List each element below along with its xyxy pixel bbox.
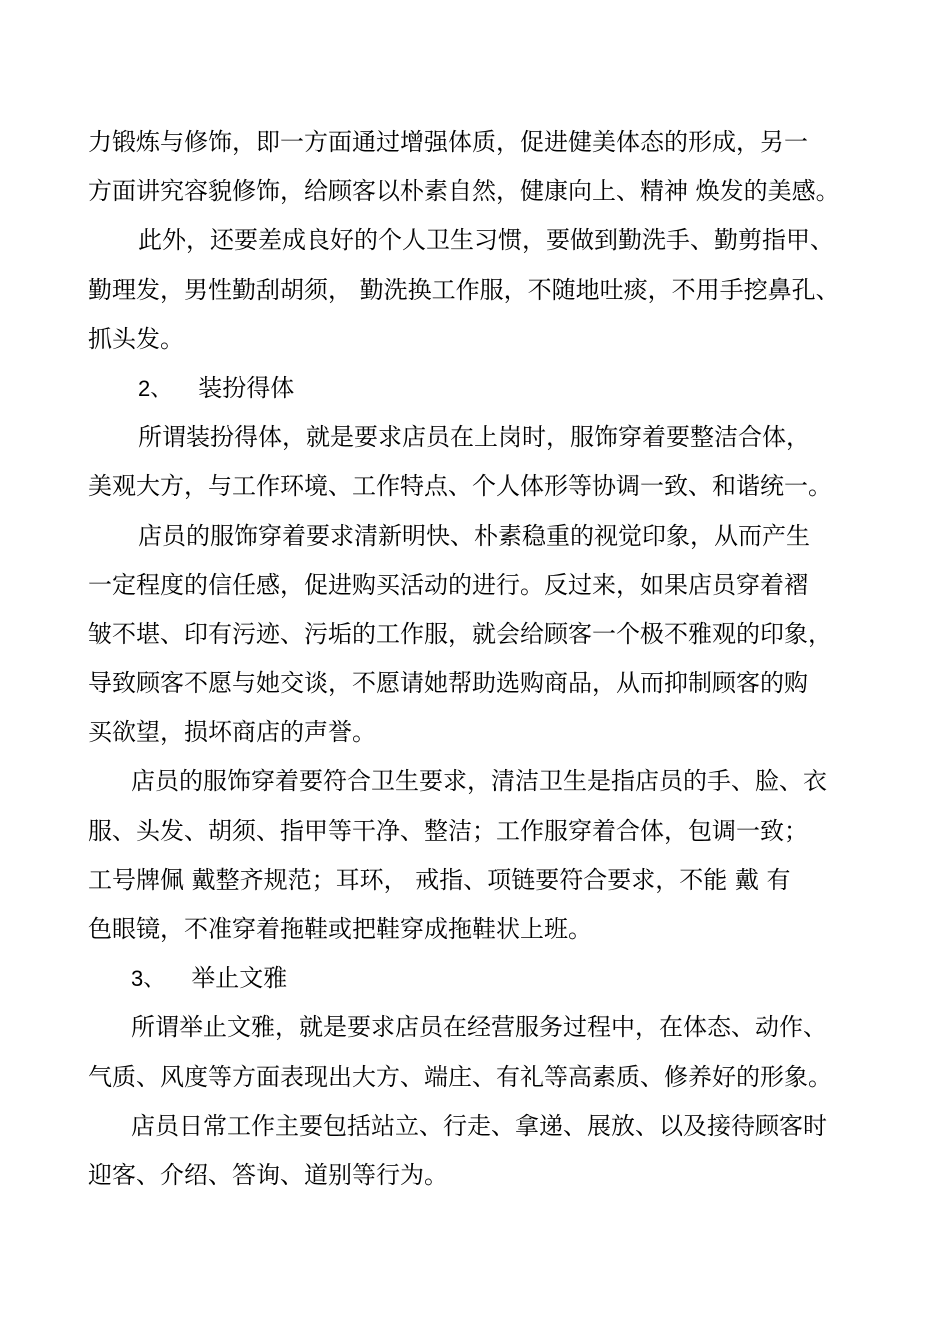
paragraph-line: 工号牌佩 戴整齐规范；耳环， 戒指、项链要符合要求，不能 戴 有: [88, 865, 791, 894]
paragraph-line: 此外，还要差成良好的个人卫生习惯，要做到勤洗手、勤剪指甲、: [138, 226, 834, 255]
section-number: 3、: [131, 966, 166, 992]
paragraph-line: 勤理发，男性勤刮胡须， 勤洗换工作服，不随地吐痰，不用手挖鼻孔、: [88, 275, 840, 304]
paragraph-line: 气质、风度等方面表现出大方、端庄、有礼等高素质、修养好的形象。: [88, 1062, 832, 1091]
paragraph-line: 迎客、介绍、答询、道别等行为。: [88, 1160, 448, 1189]
paragraph-line: 店员的服饰穿着要符合卫生要求，清洁卫生是指店员的手、脸、衣: [131, 767, 827, 796]
paragraph-line: 力锻炼与修饰，即一方面通过增强体质，促进健美体态的形成，另一: [88, 128, 808, 156]
paragraph-line: 皱不堪、印有污迹、污垢的工作服，就会给顾客一个极不雅观的印象，: [88, 619, 832, 648]
paragraph-line: 店员日常工作主要包括站立、行走、拿递、展放、以及接待顾客时: [131, 1111, 827, 1140]
paragraph-line: 美观大方，与工作环境、工作特点、个人体形等协调一致、和谐统一。: [88, 472, 832, 501]
paragraph-line: 店员的服饰穿着要求清新明快、朴素稳重的视觉印象，从而产生: [138, 521, 810, 550]
section-title: 装扮得体: [198, 373, 295, 402]
section-heading-3: [88, 954, 864, 1003]
paragraph-line: 买欲望，损坏商店的声誉。: [88, 718, 376, 747]
paragraph-line: 所谓装扮得体，就是要求店员在上岗时，服饰穿着要整洁合体，: [138, 423, 810, 452]
paragraph-line: 方面讲究容貌修饰，给顾客以朴素自然，健康向上、精神 焕发的美感。: [88, 177, 840, 206]
section-title: 举止文雅: [191, 964, 288, 993]
paragraph-line: 服、头发、胡须、指甲等干净、整洁；工作服穿着合体，包调一致；: [88, 816, 808, 845]
paragraph-line: 一定程度的信任感，促进购买活动的进行。反过来，如果店员穿着褶: [88, 570, 808, 599]
section-heading-2: [88, 364, 864, 413]
paragraph-line: 抓头发。: [88, 324, 184, 353]
section-number: 2、: [138, 375, 173, 401]
document-body: [88, 118, 864, 1200]
paragraph-line: 色眼镜，不准穿着拖鞋或把鞋穿成拖鞋状上班。: [88, 915, 592, 943]
paragraph-line: 所谓举止文雅，就是要求店员在经营服务过程中，在体态、动作、: [131, 1013, 827, 1042]
paragraph-line: 导致顾客不愿与她交谈，不愿请她帮助选购商品，从而抑制顾客的购: [88, 669, 808, 698]
